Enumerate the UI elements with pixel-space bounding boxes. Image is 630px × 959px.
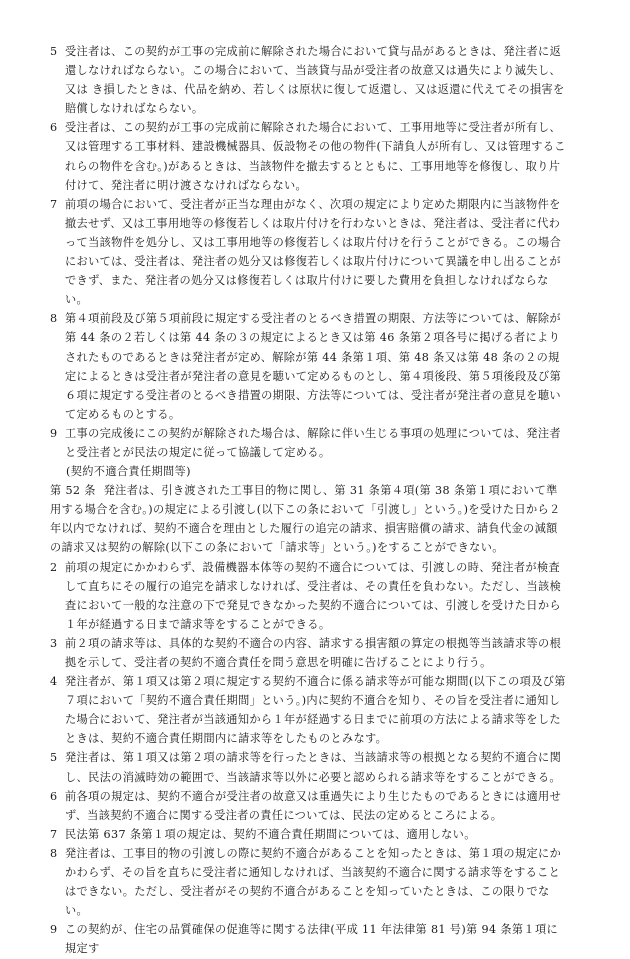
paragraph-text: 工事の完成後にこの契約が解除された場合は、解除に伴い生じる事項の処理については、発注者と受注者とが民法の規定に従って協議して定める。 bbox=[65, 426, 561, 459]
paragraph-item bbox=[50, 558, 568, 634]
paragraph-item bbox=[50, 844, 568, 920]
paragraph-text: 受注者は、この契約が工事の完成前に解除された場合において貸与品があるときは、発注者に返還しなければならない。この場合において、当該貸与品が受注者の故意又は過失により滅失し、又は き損したときは、代品を納め、若しくは原状に復して返還し、又は返還に代えてその損害を賠償しなければならない。 bbox=[65, 45, 565, 116]
paragraph-number: 9 bbox=[50, 923, 58, 937]
paragraph-number: 5 bbox=[50, 751, 58, 765]
paragraph-text: 発注者が、第１項又は第２項に規定する契約不適合に係る請求等が可能な期間(以下この項及び第７項において「契約不適合責任期間」という。)内に契約不適合を知り、その旨を受注者に通知した場合において、発注者が当該通知から１年が経過する日までに前項の方法による請求等をしたときは、契約不適合責任期間内に請求等をしたものとみなす。 bbox=[65, 675, 566, 746]
paragraph-text: 第４項前段及び第５項前段に規定する受注者のとるべき措置の期限、方法等については、解除が第 44 条の２若しくは第 44 条の３の規定によるとき又は第 46 条第２項各号に掲げる者によりされたものであるときは発注者が定め、解除が第 44 条第１項、第 48 条又は第 48 条の２の規定によるときは受注者が発注者の意見を聴いて定めるものとし、第４項後段、第５項後段及び第６項に規定する受注者のとるべき措置の期限、方法等については、受注者が発注者の意見を聴いて定めるものとする。 bbox=[65, 312, 562, 421]
article-52 bbox=[50, 481, 568, 557]
paragraph-item bbox=[50, 825, 568, 844]
paragraph-item bbox=[50, 42, 568, 118]
paragraph-text: この契約が、住宅の品質確保の促進等に関する法律(平成 11 年法律第 81 号)第 94 条第１項に規定す bbox=[65, 923, 559, 956]
article-heading: (契約不適合責任期間等) bbox=[66, 465, 191, 479]
paragraph-text: 発注者は、工事目的物の引渡しの際に契約不適合があることを知ったときは、第１項の規定にかかわらず、その旨を直ちに受注者に通知しなければ、当該契約不適合に関する請求等をすることはできない。ただし、受注者がその契約不適合があることを知っていたときは、この限りでない。 bbox=[65, 846, 562, 918]
paragraph-number: 3 bbox=[50, 636, 58, 650]
paragraph-number: 9 bbox=[50, 426, 58, 440]
paragraph-item bbox=[50, 920, 568, 958]
paragraph-item bbox=[50, 672, 568, 748]
paragraph-number: 7 bbox=[50, 197, 58, 211]
paragraph-item bbox=[50, 118, 568, 194]
paragraph-text: 民法第 637 条第１項の規定は、契約不適合責任期間については、適用しない。 bbox=[65, 827, 476, 841]
paragraph-number: 6 bbox=[50, 789, 58, 803]
paragraph-number: 8 bbox=[50, 312, 58, 326]
paragraph-text: 前項の規定にかかわらず、設備機器本体等の契約不適合については、引渡しの時、発注者が検査して直ちにその履行の追完を請求しなければ、受注者は、その責任を負わない。ただし、当該検査において一般的な注意の下で発見できなかった契約不適合については、引渡しを受けた日から１年が経過する日まで請求等をすることができる。 bbox=[65, 560, 562, 631]
paragraph-number: 8 bbox=[50, 846, 58, 860]
paragraph-number: 5 bbox=[50, 45, 58, 58]
paragraph-text: 前項の場合において、受注者が正当な理由がなく、次項の規定により定めた期限内に当該物件を撤去せず、又は工事用地等の修復若しくは取片付けを行わないときは、発注者は、受注者に代わって当該物件を処分し、又は工事用地等の修復若しくは取片付けを行うことができる。この場合においては、受注者は、発注者の処分又は修復若しくは取片付けについて異議を申し出ることができず、また、発注者の処分又は修復若しくは取片付けに要した費用を負担しなければならない。 bbox=[65, 197, 562, 307]
paragraph-number: 7 bbox=[50, 827, 58, 841]
paragraph-text: 発注者は、第１項又は第２項の請求等を行ったときは、当該請求等の根拠となる契約不適合に関し、民法の消滅時効の範囲で、当該請求等以外に必要と認められる請求等をすることができる。 bbox=[65, 751, 562, 784]
section-article-52-paragraphs bbox=[50, 558, 568, 959]
section-contract-termination-clauses bbox=[50, 42, 568, 462]
article-text: 発注者は、引き渡された工事目的物に関し、第 31 条第４項(第 38 条第１項において準用する場合を含む。)の規定による引渡し(以下この条において「引渡し」という。)を受けた日から２年以内でなければ、契約不適合を理由とした履行の追完の請求、損害賠償の請求、請負代金の減額の請求又は契約の解除(以下この条において「請求等」という。)をすることができない。 bbox=[50, 484, 561, 555]
paragraph-item bbox=[50, 424, 568, 462]
paragraph-text: 前各項の規定は、契約不適合が受注者の故意又は重過失により生じたものであるときには適用せず、当該契約不適合に関する受注者の責任については、民法の定めるところによる。 bbox=[65, 789, 562, 822]
article-number: 第 52 条 bbox=[50, 484, 96, 498]
paragraph-text: 受注者は、この契約が工事の完成前に解除された場合において、工事用地等に受注者が所有し、又は管理する工事材料、建設機械器具、仮設物その他の物件(下請負人が所有し、又は管理するこれらの物件を含む。)があるときは、当該物件を撤去するとともに、工事用地等を修復し、取り片付けて、発注者に明け渡さなければならない。 bbox=[65, 121, 566, 192]
paragraph-number: 6 bbox=[50, 121, 58, 135]
paragraph-number: 4 bbox=[50, 675, 58, 689]
paragraph-item bbox=[50, 195, 568, 310]
paragraph-text: 前２項の請求等は、具体的な契約不適合の内容、請求する損害額の算定の根拠等当該請求等の根拠を示して、受注者の契約不適合責任を問う意思を明確に告げることにより行う。 bbox=[65, 636, 562, 669]
paragraph-number: 2 bbox=[50, 560, 58, 574]
paragraph-item bbox=[50, 309, 568, 424]
paragraph-item bbox=[50, 634, 568, 672]
paragraph-item bbox=[50, 787, 568, 825]
paragraph-item bbox=[50, 748, 568, 786]
